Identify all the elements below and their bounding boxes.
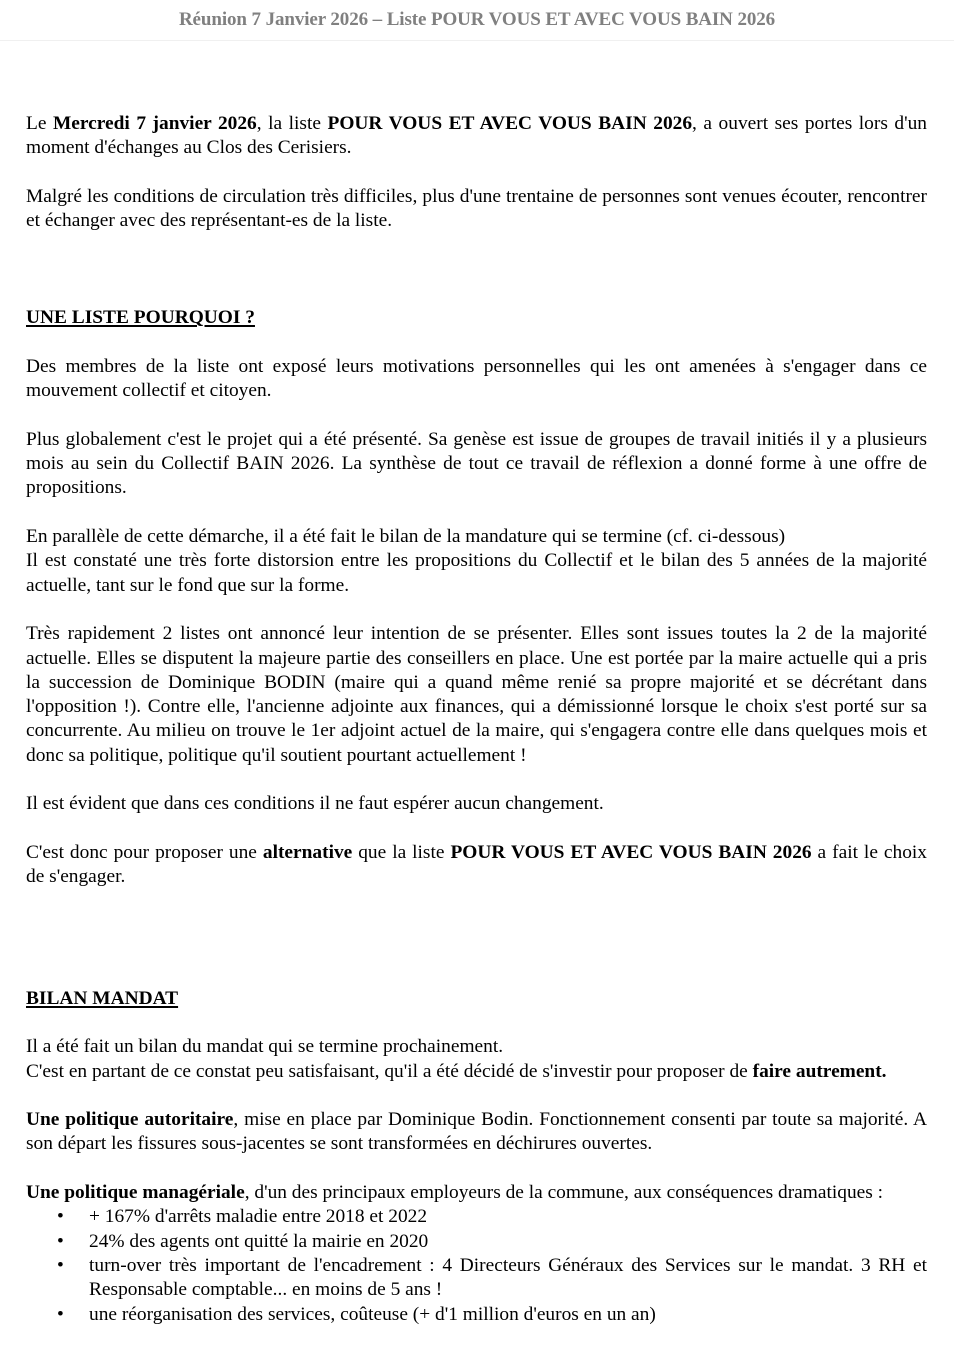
- document-body: [26, 112, 927, 1327]
- intro-paragraph-1: [26, 112, 927, 161]
- consequences-list: [26, 1205, 927, 1326]
- list-name: POUR VOUS ET AVEC VOUS BAIN 2026: [450, 841, 812, 863]
- bullet-icon: •: [57, 1206, 64, 1228]
- intro-paragraph-2: Malgré les conditions de circulation très difficiles, plus d'une trentaine de personnes sont venues écouter, rencontrer et échanger avec des représentant-es de la liste.: [26, 185, 927, 232]
- pourquoi-paragraph-5: Il est évident que dans ces conditions il ne faut espérer aucun changement.: [26, 793, 604, 815]
- document-title: Réunion 7 Janvier 2026 – Liste POUR VOUS ET AVEC VOUS BAIN 2026: [178, 9, 776, 30]
- text-run: que la liste: [352, 841, 451, 863]
- section-heading-bilan: BILAN MANDAT: [26, 987, 179, 1009]
- spacer: [26, 768, 927, 792]
- spacer: [26, 404, 927, 428]
- emphasis-alternative: alternative: [262, 841, 353, 863]
- meeting-date: Mercredi 7 janvier 2026: [52, 113, 257, 134]
- list-item-text: + 167% d'arrêts maladie entre 2018 et 2022: [89, 1206, 428, 1228]
- bilan-paragraph-3: [26, 1181, 927, 1205]
- spacer: [26, 817, 927, 841]
- spacer: [26, 1084, 927, 1108]
- text-run: a fait le choix de s'engager.: [26, 841, 927, 888]
- spacer: [26, 331, 927, 355]
- section-heading-pourquoi: UNE LISTE POURQUOI ?: [26, 307, 255, 329]
- list-item-text: turn-over très important de l'encadrement : 4 Directeurs Généraux des Services sur le mandat. 3 RH et Responsable comptable... en moins de 5 ans !: [89, 1254, 927, 1301]
- spacer: [26, 1011, 927, 1035]
- text-run: , mise en place par Dominique Bodin. Fonctionnement consenti par toute sa majorité. A son départ les fissures sous-jacentes se sont transformées en déchirures ouvertes.: [26, 1109, 927, 1155]
- spacer: [26, 233, 927, 306]
- pourquoi-paragraph-4: Très rapidement 2 listes ont annoncé leur intention de se présenter. Elles sont issues toutes la 2 de la majorité actuelle. Elles se disputent la majeure partie des conseillers en place. Une est portée par la maire actuelle qui a pris la succession de Dominique BODIN (maire qui a quand même renié sa propre majorité et se décrétant dans l'opposition !). Contre elle, l'ancienne adjointe aux finances, qui a démissionné lorsque le choix s'est porté sur sa concurrente. Au milieu on trouve le 1er adjoint actuel de la maire, qui s'engagera contre elle dans quelques mois et donc sa politique, politique qu'il soutient pourtant actuellement !: [26, 623, 927, 766]
- list-item: [26, 1230, 927, 1254]
- list-item: [26, 1205, 927, 1229]
- bullet-icon: •: [57, 1303, 64, 1325]
- list-item: [26, 1254, 927, 1303]
- pourquoi-paragraph-1: Des membres de la liste ont exposé leurs motivations personnelles qui les ont amenées à s'engager dans ce mouvement collectif et citoyen.: [26, 355, 927, 402]
- spacer: [26, 890, 927, 963]
- pourquoi-paragraph-6: [26, 841, 927, 890]
- bullet-icon: •: [57, 1254, 64, 1276]
- list-item-text: 24% des agents ont quitté la mairie en 2020: [89, 1230, 429, 1252]
- emphasis-politique-autoritaire: Une politique autoritaire: [26, 1109, 234, 1131]
- text-run: , d'un des principaux employeurs de la commune, aux conséquences dramatiques :: [244, 1182, 884, 1204]
- spacer: [26, 501, 927, 525]
- spacer: [26, 161, 927, 185]
- list-item: [26, 1303, 927, 1327]
- emphasis-faire-autrement: faire autrement.: [752, 1060, 887, 1082]
- list-name: POUR VOUS ET AVEC VOUS BAIN 2026: [327, 113, 693, 134]
- bullet-icon: •: [57, 1230, 64, 1252]
- pourquoi-paragraph-2: Plus globalement c'est le projet qui a été présenté. Sa genèse est issue de groupes de travail initiés il y a plusieurs mois au sein du Collectif BAIN 2026. La synthèse de tout ce travail de réflexion a donné forme à une offre de propositions.: [26, 428, 927, 499]
- spacer: [26, 598, 927, 622]
- pourquoi-paragraph-3b: Il est constaté une très forte distorsion entre les propositions du Collectif et le bilan des 5 années de la majorité actuelle, tant sur le fond que sur la forme.: [26, 550, 927, 596]
- text-run: , la liste: [256, 113, 328, 134]
- bilan-paragraph-2: [26, 1108, 927, 1157]
- pourquoi-paragraph-3a: En parallèle de cette démarche, il a été fait le bilan de la mandature qui se termine (cf. ci-dessous): [26, 526, 786, 548]
- text-run: C'est donc pour proposer une: [26, 841, 263, 863]
- bilan-paragraph-1b: [26, 1060, 927, 1084]
- emphasis-politique-manageriale: Une politique managériale: [26, 1182, 245, 1204]
- spacer: [26, 962, 927, 986]
- text-run: Le: [26, 113, 53, 134]
- text-run: , a ouvert ses portes lors d'un moment d'échanges au Clos des Cerisiers.: [26, 113, 927, 159]
- bilan-paragraph-1a: Il a été fait un bilan du mandat qui se termine prochainement.: [26, 1036, 504, 1058]
- document-header: [0, 0, 954, 41]
- spacer: [26, 1157, 927, 1181]
- list-item-text: une réorganisation des services, coûteuse (+ d'1 million d'euros en un an): [89, 1303, 656, 1325]
- text-run: C'est en partant de ce constat peu satisfaisant, qu'il a été décidé de s'investir pour proposer de: [26, 1060, 753, 1082]
